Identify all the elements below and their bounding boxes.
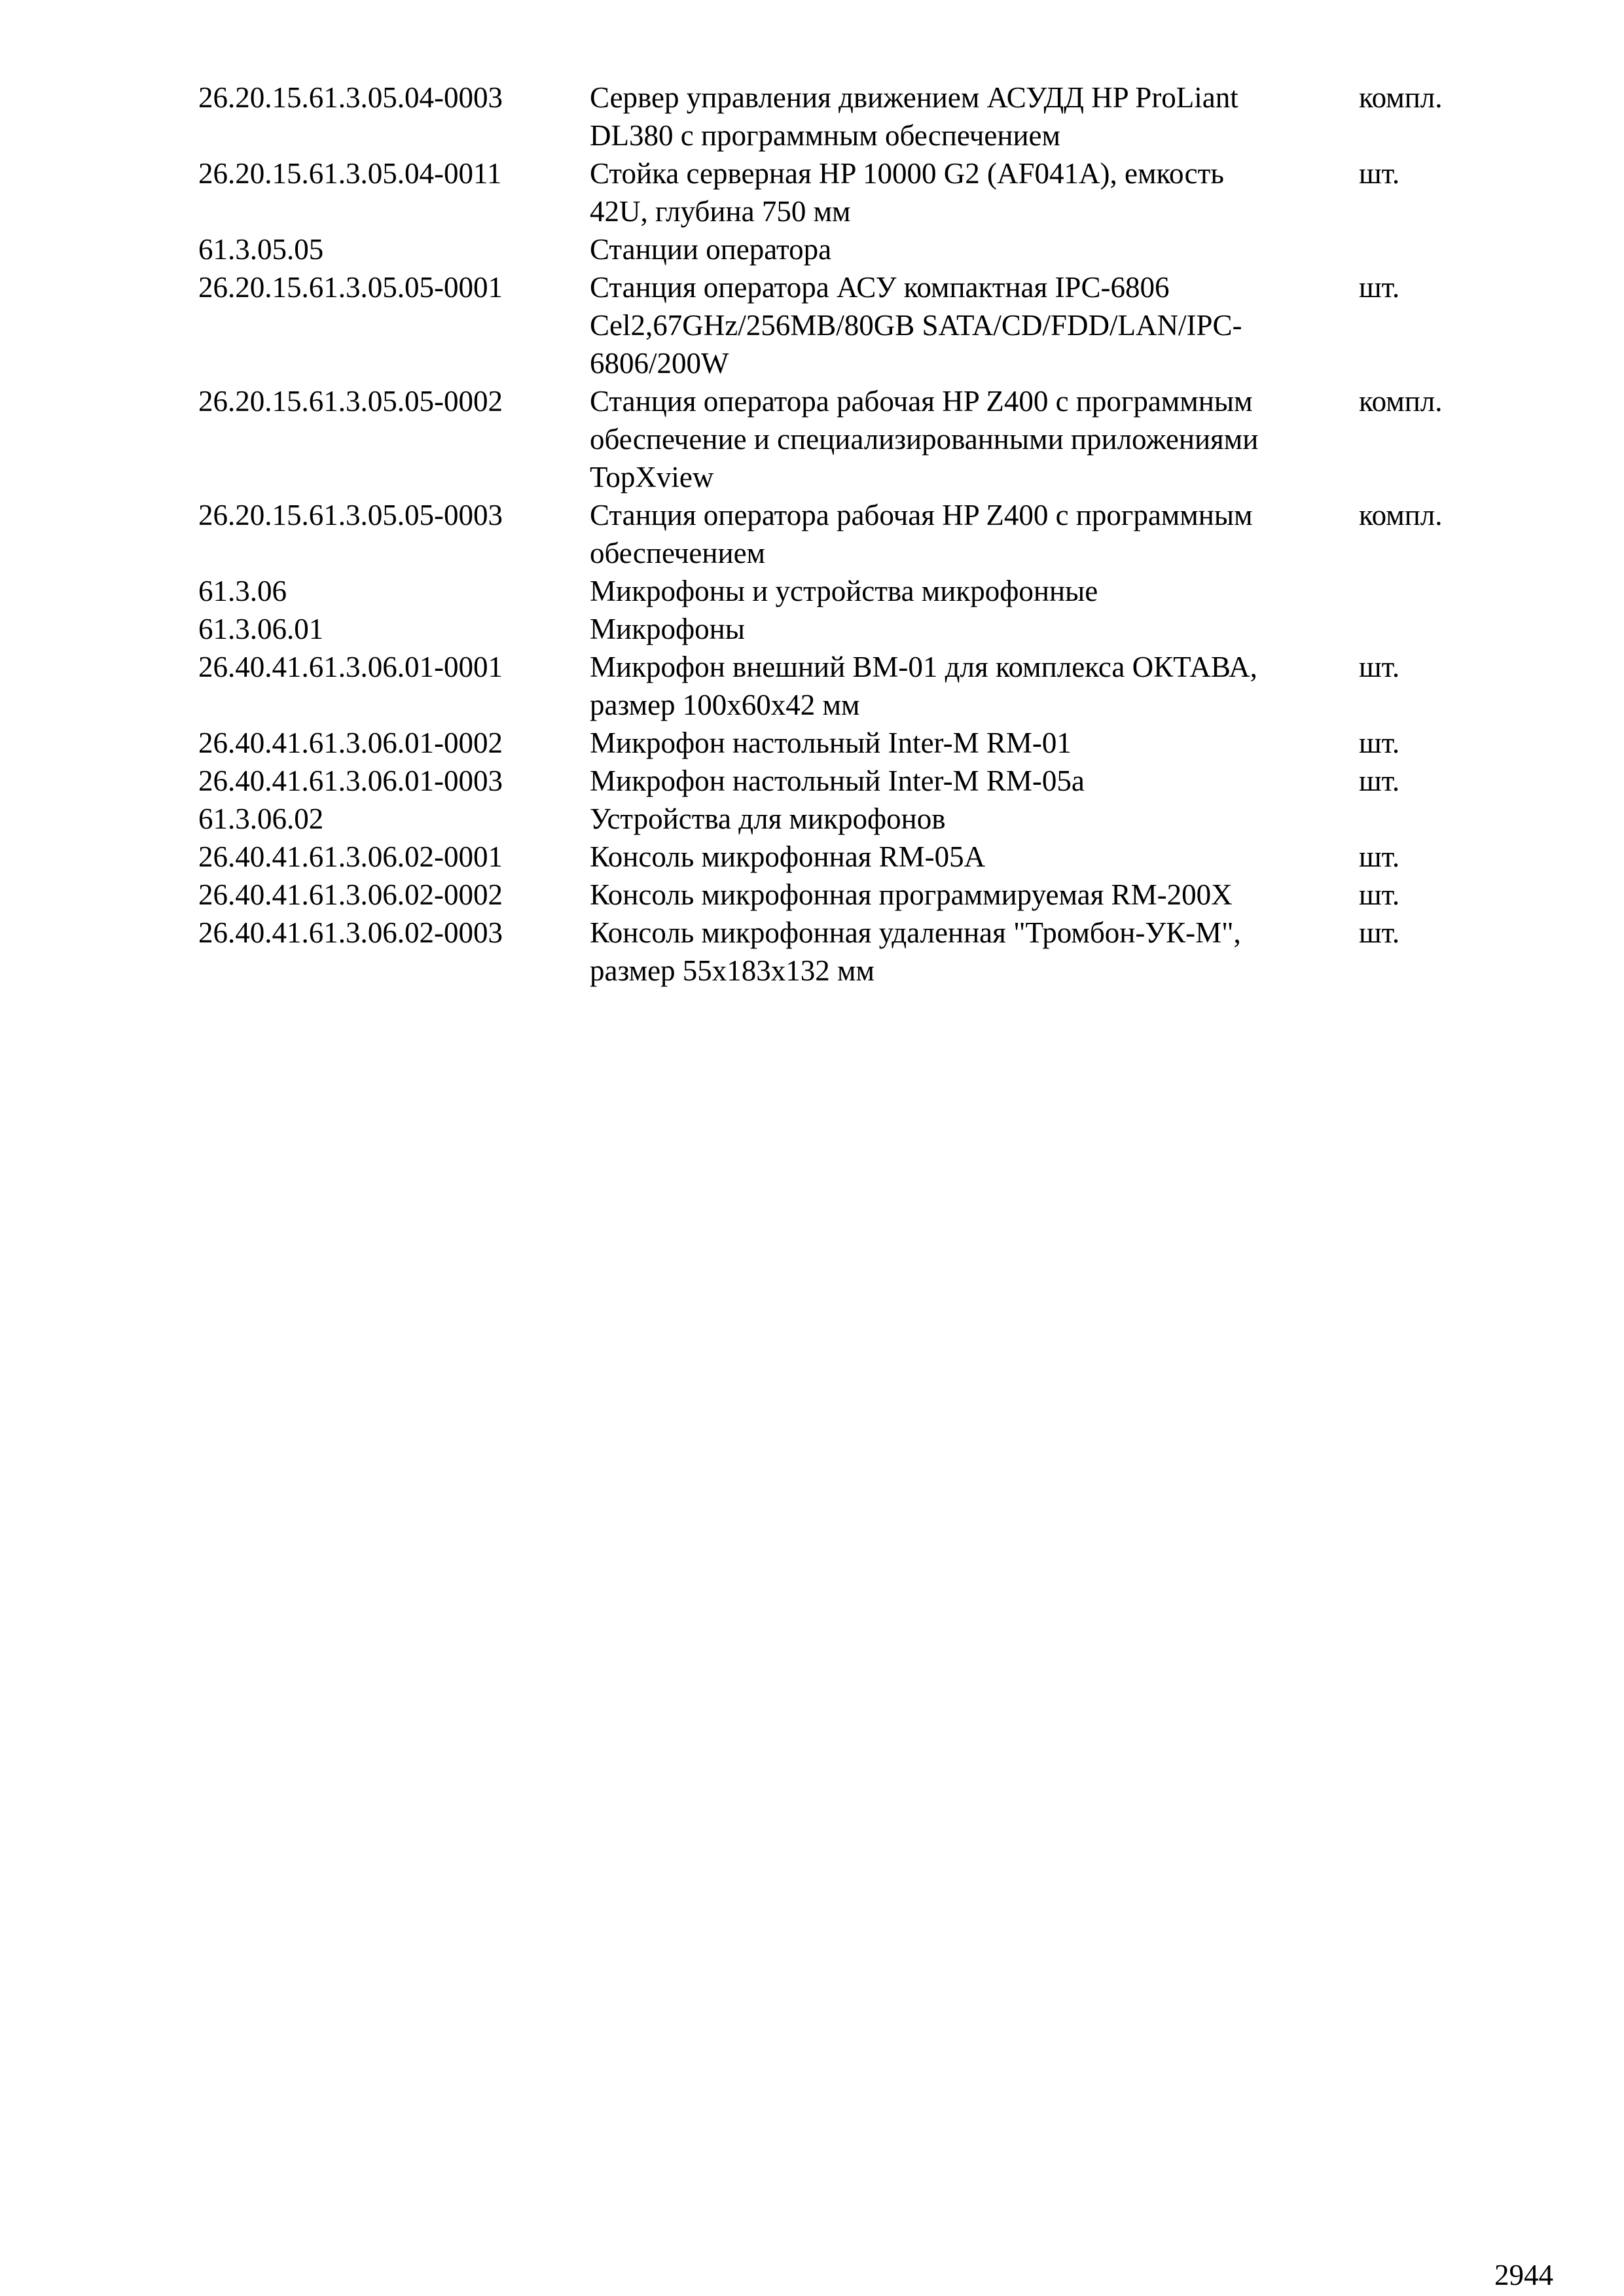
- table-row: [198, 268, 1507, 382]
- section-row: [198, 572, 1507, 610]
- item-name: Консоль микрофонная программируемая RM-200X: [590, 878, 1233, 911]
- item-unit: шт.: [1359, 271, 1400, 304]
- item-unit: шт.: [1359, 651, 1400, 683]
- item-unit: шт.: [1359, 764, 1400, 797]
- item-code: 26.20.15.61.3.05.05-0002: [198, 385, 503, 418]
- item-unit: шт.: [1359, 878, 1400, 911]
- item-code: 26.40.41.61.3.06.01-0003: [198, 764, 503, 797]
- item-name: Станция оператора рабочая HP Z400 с программным обеспечением: [590, 499, 1253, 569]
- item-unit: шт.: [1359, 726, 1400, 759]
- section-name: Станции оператора: [590, 233, 832, 266]
- item-code: 26.20.15.61.3.05.05-0001: [198, 271, 503, 304]
- section-name: Устройства для микрофонов: [590, 802, 946, 835]
- table-row: [198, 914, 1507, 990]
- table-row: [198, 724, 1507, 762]
- item-name: Станция оператора рабочая HP Z400 с программным обеспечение и специализированными приложениями TopXview: [590, 385, 1259, 493]
- section-row: [198, 230, 1507, 268]
- item-code: 26.20.15.61.3.05.05-0003: [198, 499, 503, 531]
- item-code: 26.40.41.61.3.06.02-0003: [198, 916, 503, 949]
- table-row: [198, 762, 1507, 800]
- item-name: Консоль микрофонная RM-05A: [590, 840, 986, 873]
- item-unit: шт.: [1359, 840, 1400, 873]
- table-row: [198, 382, 1507, 496]
- item-name: Сервер управления движением АСУДД HP ProLiant DL380 с программным обеспечением: [590, 81, 1238, 152]
- table-row: [198, 496, 1507, 572]
- item-unit: компл.: [1359, 81, 1443, 114]
- table-row: [198, 876, 1507, 914]
- item-unit: шт.: [1359, 157, 1400, 190]
- item-unit: компл.: [1359, 385, 1443, 418]
- item-code: 26.20.15.61.3.05.04-0011: [198, 157, 502, 190]
- item-code: 26.40.41.61.3.06.01-0001: [198, 651, 503, 683]
- item-name: Микрофон настольный Inter-M RM-01: [590, 726, 1072, 759]
- item-code: 26.20.15.61.3.05.04-0003: [198, 81, 503, 114]
- section-name: Микрофоны и устройства микрофонные: [590, 575, 1098, 607]
- item-code: 26.40.41.61.3.06.02-0001: [198, 840, 503, 873]
- section-code: 61.3.06.02: [198, 802, 324, 835]
- item-unit: шт.: [1359, 916, 1400, 949]
- item-unit: компл.: [1359, 499, 1443, 531]
- table-row: [198, 838, 1507, 876]
- item-code: 26.40.41.61.3.06.01-0002: [198, 726, 503, 759]
- table-row: [198, 79, 1507, 154]
- item-name: Стойка серверная HP 10000 G2 (AF041A), емкость 42U, глубина 750 мм: [590, 157, 1224, 228]
- catalog-table: [198, 79, 1507, 990]
- section-code: 61.3.06.01: [198, 613, 324, 645]
- table-row: [198, 648, 1507, 724]
- table-row: [198, 154, 1507, 230]
- section-row: [198, 800, 1507, 838]
- section-name: Микрофоны: [590, 613, 745, 645]
- item-name: Микрофон внешний ВМ-01 для комплекса ОКТАВА, размер 100x60x42 мм: [590, 651, 1257, 721]
- item-name: Консоль микрофонная удаленная "Тромбон-УК-М", размер 55x183x132 мм: [590, 916, 1241, 987]
- section-code: 61.3.05.05: [198, 233, 324, 266]
- section-code: 61.3.06: [198, 575, 287, 607]
- page-number: 2944: [1494, 2259, 1553, 2291]
- item-name: Микрофон настольный Inter-M RM-05a: [590, 764, 1085, 797]
- item-name: Станция оператора АСУ компактная IPC-6806 Cel2,67GHz/256MB/80GB SATA/CD/FDD/LAN/IPC- 6806/200W: [590, 271, 1242, 380]
- item-code: 26.40.41.61.3.06.02-0002: [198, 878, 503, 911]
- section-row: [198, 610, 1507, 648]
